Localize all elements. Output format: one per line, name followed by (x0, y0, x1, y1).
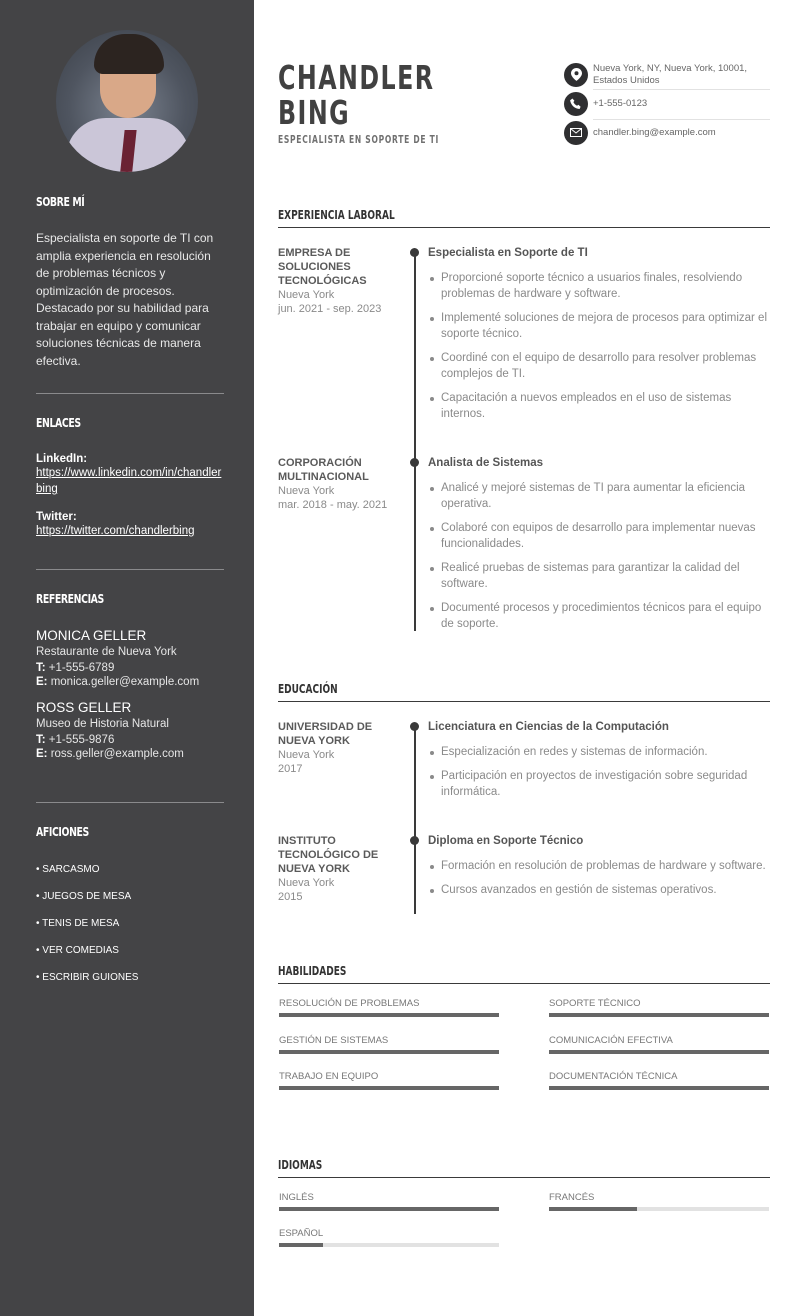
skill-bar (549, 1050, 769, 1054)
skill-label: COMUNICACIÓN EFECTIVA (549, 1035, 673, 1046)
phone-text: +1-555-0123 (593, 97, 648, 109)
skill-label: TRABAJO EN EQUIPO (279, 1071, 379, 1082)
phone-label: T: (36, 662, 46, 674)
bullet-item: Realicé pruebas de sistemas para garantizar la calidad del software. (428, 560, 770, 592)
education-heading (278, 676, 770, 702)
photo-hair (94, 34, 164, 74)
section-title: EDUCACIÓN (278, 681, 338, 696)
skill-label: SOPORTE TÉCNICO (549, 998, 641, 1009)
entry-location: Nueva York (278, 485, 335, 497)
reference-org: Restaurante de Nueva York (36, 646, 177, 658)
bullet-item: Analicé y mejoré sistemas de TI para aumentar la eficiencia operativa. (428, 480, 770, 512)
sidebar-divider (36, 569, 224, 570)
language-item (549, 1192, 769, 1211)
phone-label: T: (36, 734, 46, 746)
skill-bar (279, 1050, 499, 1054)
skill-bar (549, 1013, 769, 1017)
phone-icon (564, 92, 588, 116)
entry-bullets (428, 480, 770, 632)
bullet-item: Participación en proyectos de investigación sobre seguridad informática. (428, 768, 770, 800)
link-label: LinkedIn: (36, 453, 88, 465)
experience-heading (278, 202, 770, 228)
entry-bullets (428, 270, 770, 422)
hobby-item: • JUEGOS DE MESA (36, 891, 132, 902)
bullet-item: Documenté procesos y procedimientos técnicos para el equipo de soporte. (428, 600, 770, 632)
email-value: monica.geller@example.com (50, 676, 200, 688)
hobby-item: • TENIS DE MESA (36, 918, 120, 929)
skill-bar-fill (549, 1086, 769, 1090)
skill-bar-fill (549, 1050, 769, 1054)
entry-details (428, 246, 770, 430)
entry-role: Licenciatura en Ciencias de la Computación (428, 721, 669, 733)
link-label: Twitter: (36, 511, 77, 523)
timeline-line (414, 460, 416, 631)
bullet-item: Capacitación a nuevos empleados en el uso de sistemas internos. (428, 390, 770, 422)
about-text: Especialista en soporte de TI con amplia experiencia en resolución de problemas técnicos y optimización de procesos. Destacado por su habilidad para trabajar en equipo y comunicar soluciones técnicas de manera efectiva. (36, 231, 214, 368)
reference-name: ROSS GELLER (36, 700, 132, 715)
links-heading: ENLACES (36, 416, 81, 430)
timeline-line (414, 724, 416, 840)
entry-location: Nueva York (278, 289, 335, 301)
bullet-item: Proporcioné soporte técnico a usuarios finales, resolviendo problemas de hardware y software. (428, 270, 770, 302)
section-title: IDIOMAS (278, 1157, 323, 1172)
references-section (36, 592, 224, 760)
profile-photo (56, 30, 198, 172)
skill-label: DOCUMENTACIÓN TÉCNICA (549, 1071, 678, 1082)
about-section (36, 195, 224, 370)
contact-block (564, 60, 770, 147)
entry-location: Nueva York (278, 749, 335, 761)
skill-bar (279, 1086, 499, 1090)
contact-email (564, 118, 770, 147)
bullet-item: Coordiné con el equipo de desarrollo para resolver problemas complejos de TI. (428, 350, 770, 382)
entry-org: CORPORACIÓN MULTINACIONAL (278, 457, 369, 483)
entry-bullets (428, 858, 770, 898)
skill-item (549, 1071, 769, 1090)
language-bar-fill (279, 1207, 499, 1211)
references-heading: REFERENCIAS (36, 592, 104, 606)
reference-email (36, 676, 224, 688)
phone-value: +1-555-6789 (48, 662, 115, 674)
hobbies-heading: AFICIONES (36, 825, 89, 839)
reference-org: Museo de Historia Natural (36, 718, 169, 730)
link-item-linkedin (36, 453, 224, 497)
skill-bar (279, 1013, 499, 1017)
entry-meta (278, 246, 398, 316)
hobbies-list (36, 864, 224, 999)
skill-label: RESOLUCIÓN DE PROBLEMAS (279, 998, 420, 1009)
reference-phone (36, 734, 224, 746)
skill-item (549, 1035, 769, 1054)
entry-meta (278, 834, 398, 904)
entry-role: Diploma en Soporte Técnico (428, 835, 584, 847)
entry-dates: jun. 2021 - sep. 2023 (278, 303, 382, 315)
linkedin-link[interactable]: https://www.linkedin.com/in/chandlerbing (36, 467, 222, 495)
contact-address (564, 60, 770, 89)
reference-item (36, 700, 224, 760)
entry-meta (278, 720, 398, 776)
entry-dates: 2015 (278, 891, 303, 903)
skill-label: GESTIÓN DE SISTEMAS (279, 1035, 389, 1046)
timeline-line (414, 250, 416, 460)
envelope-icon (564, 121, 588, 145)
name-line-1: CHANDLER (278, 58, 435, 97)
skill-item (279, 998, 499, 1017)
language-item (279, 1192, 499, 1211)
hobby-item: • SARCASMO (36, 864, 100, 875)
skill-bar (549, 1086, 769, 1090)
link-item-twitter (36, 511, 224, 539)
skill-bar-fill (549, 1013, 769, 1017)
hobbies-section (36, 825, 224, 999)
language-bar (549, 1207, 769, 1211)
sidebar (0, 0, 254, 1316)
entry-role: Analista de Sistemas (428, 457, 544, 469)
entry-meta (278, 456, 398, 512)
reference-name: MONICA GELLER (36, 628, 147, 643)
reference-email (36, 748, 224, 760)
skills-heading (278, 958, 770, 984)
contact-phone (564, 89, 770, 118)
hobby-item: • ESCRIBIR GUIONES (36, 972, 139, 983)
skill-item (549, 998, 769, 1017)
location-pin-icon (564, 63, 588, 87)
language-label: INGLÉS (279, 1192, 314, 1203)
entry-details (428, 834, 770, 906)
job-title: ESPECIALISTA EN SOPORTE DE TI (278, 134, 439, 146)
email-text[interactable]: chandler.bing@example.com (593, 126, 716, 138)
email-label: E: (36, 748, 48, 760)
bullet-item: Implementé soluciones de mejora de procesos para optimizar el soporte técnico. (428, 310, 770, 342)
links-section (36, 416, 224, 539)
entry-details (428, 720, 770, 808)
skill-bar-fill (279, 1013, 499, 1017)
bullet-item: Especialización en redes y sistemas de información. (428, 744, 770, 760)
entry-dates: 2017 (278, 763, 303, 775)
entry-dates: mar. 2018 - may. 2021 (278, 499, 388, 511)
languages-heading (278, 1152, 770, 1178)
skill-item (279, 1035, 499, 1054)
entry-org: EMPRESA DE SOLUCIONES TECNOLÓGICAS (278, 247, 367, 287)
section-title: HABILIDADES (278, 963, 347, 978)
section-title: EXPERIENCIA LABORAL (278, 207, 395, 222)
bullet-item: Colaboré con equipos de desarrollo para implementar nuevas funcionalidades. (428, 520, 770, 552)
candidate-name (278, 58, 435, 132)
reference-phone (36, 662, 224, 674)
bullet-item: Formación en resolución de problemas de hardware y software. (428, 858, 770, 874)
twitter-link[interactable]: https://twitter.com/chandlerbing (36, 525, 195, 537)
language-bar (279, 1243, 499, 1247)
language-bar-fill (549, 1207, 637, 1211)
language-label: ESPAÑOL (279, 1228, 324, 1239)
skill-item (279, 1071, 499, 1090)
email-label: E: (36, 676, 48, 688)
email-value: ross.geller@example.com (50, 748, 184, 760)
bullet-item: Cursos avanzados en gestión de sistemas operativos. (428, 882, 770, 898)
phone-value: +1-555-9876 (48, 734, 115, 746)
language-bar-fill (279, 1243, 323, 1247)
entry-role: Especialista en Soporte de TI (428, 247, 588, 259)
sidebar-divider (36, 802, 224, 803)
about-heading: SOBRE MÍ (36, 195, 85, 209)
hobby-item: • VER COMEDIAS (36, 945, 119, 956)
sidebar-divider (36, 393, 224, 394)
language-bar (279, 1207, 499, 1211)
language-label: FRANCÉS (549, 1192, 595, 1203)
skill-bar-fill (279, 1086, 499, 1090)
entry-org: UNIVERSIDAD DE NUEVA YORK (278, 721, 373, 747)
name-line-2: BING (278, 93, 351, 132)
timeline-line (414, 838, 416, 914)
entry-org: INSTITUTO TECNOLÓGICO DE NUEVA YORK (278, 835, 379, 875)
skill-bar-fill (279, 1050, 499, 1054)
entry-location: Nueva York (278, 877, 335, 889)
entry-details (428, 456, 770, 640)
reference-item (36, 628, 224, 688)
language-item (279, 1228, 499, 1247)
address-text: Nueva York, NY, Nueva York, 10001, Estados Unidos (593, 62, 748, 86)
entry-bullets (428, 744, 770, 800)
